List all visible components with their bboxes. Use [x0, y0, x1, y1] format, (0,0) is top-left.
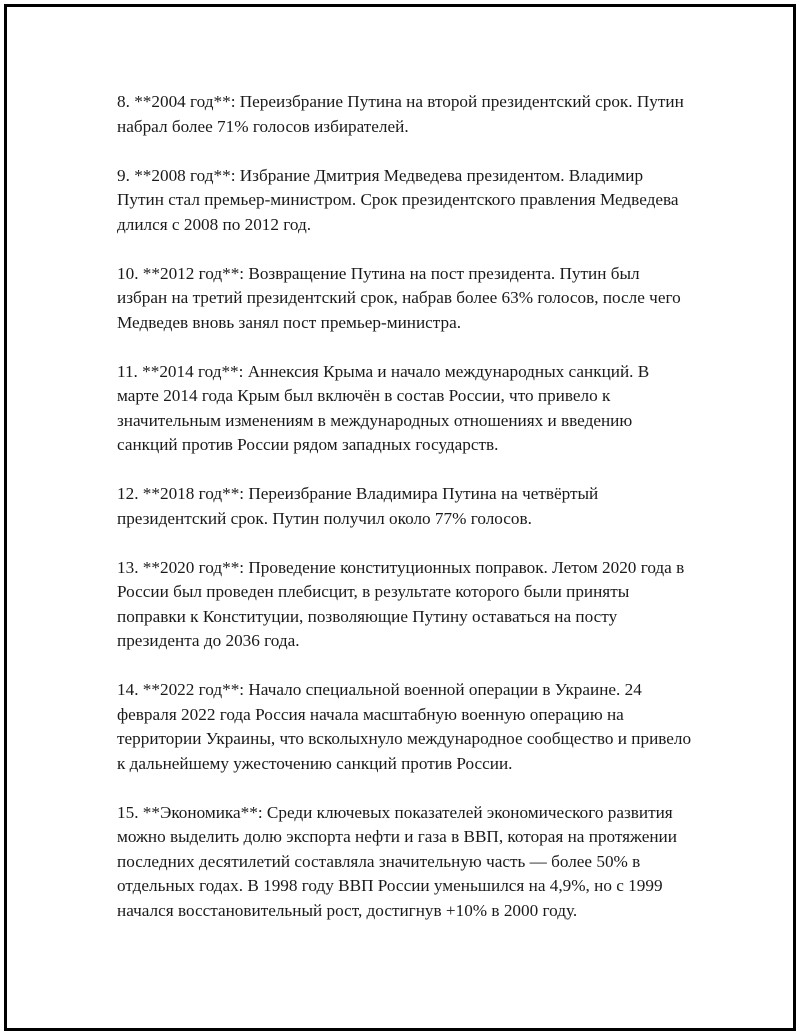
paragraph-item-9: 9. **2008 год**: Избрание Дмитрия Медведева президентом. Владимир Путин стал премьер-министром. Срок президентского правления Медведева длился с 2008 по 2012 год. [117, 165, 679, 234]
paragraph-item-11: 11. **2014 год**: Аннексия Крыма и начало международных санкций. В марте 2014 года Крым был включён в состав России, что привело к значительным изменениям в международных отношениях и введению санкций против России рядом западных государств. [117, 361, 650, 454]
paragraph-item-15: 15. **Экономика**: Среди ключевых показателей экономического развития можно выделить долю экспорта нефти и газа в ВВП, которая на протяжении последних десятилетий составляла значительную часть — более 50% в отдельных годах. В 1998 году ВВП России уменьшился на 4,9%, но с 1999 начался восстановительный рост, достигнув +10% в 2000 году. [117, 802, 677, 920]
paragraph-item-13: 13. **2020 год**: Проведение конституционных поправок. Летом 2020 года в России был проведен плебисцит, в результате которого были приняты поправки к Конституции, позволяющие Путину оставаться на посту президента до 2036 года. [117, 557, 685, 650]
paragraph-item-10: 10. **2012 год**: Возвращение Путина на пост президента. Путин был избран на третий президентский срок, набрав более 63% голосов, после чего Медведев вновь занял пост премьер-министра. [117, 263, 681, 332]
paragraph-item-12: 12. **2018 год**: Переизбрание Владимира Путина на четвёртый президентский срок. Путин получил около 77% голосов. [117, 484, 599, 528]
paragraph-item-14: 14. **2022 год**: Начало специальной военной операции в Украине. 24 февраля 2022 года Россия начала масштабную военную операцию на территории Украины, что всколыхнуло международное сообщество и привело к дальнейшему ужесточению санкций против России. [117, 680, 692, 773]
document-body [117, 90, 692, 948]
paragraph-item-8: 8. **2004 год**: Переизбрание Путина на второй президентский срок. Путин набрал более 71% голосов избирателей. [117, 92, 684, 136]
